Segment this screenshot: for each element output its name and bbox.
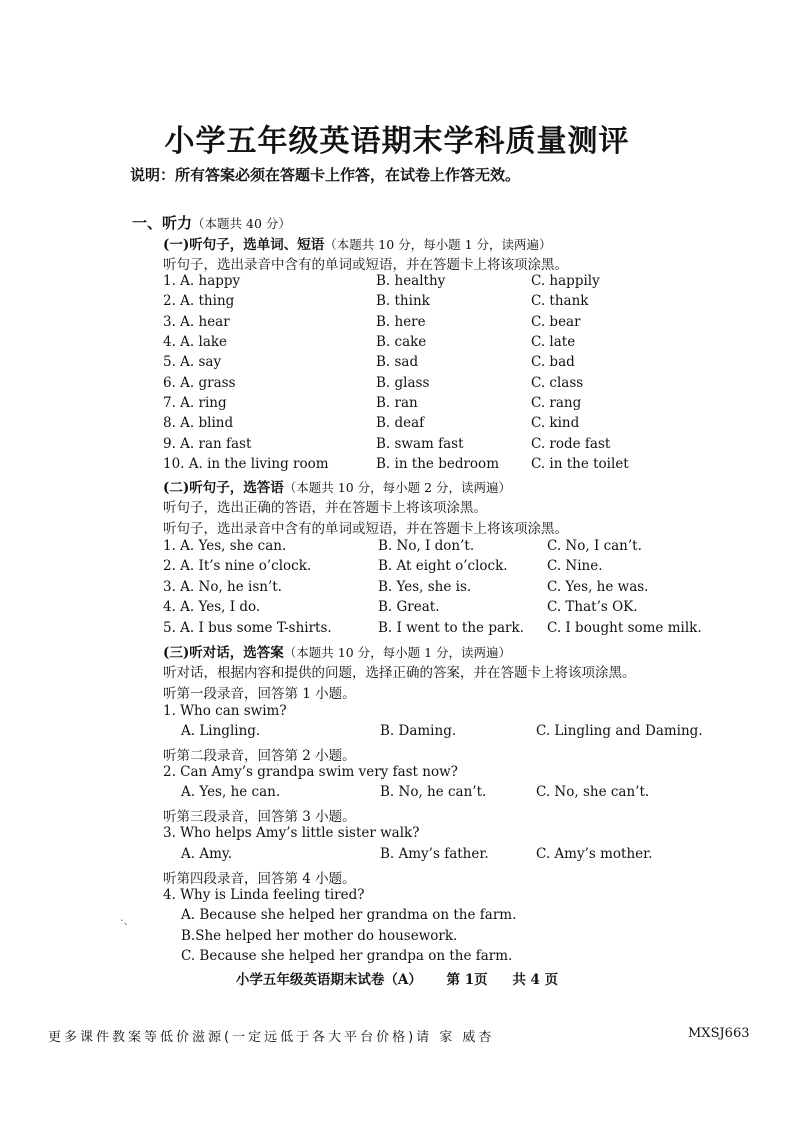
partB-item [0, 599, 794, 619]
option-b: B. Amy’s father. [380, 846, 489, 862]
option-b: B. No, he can’t. [380, 784, 487, 800]
option-c: C. That’s OK. [547, 599, 638, 615]
partA-title: (一)听句子，选单词、短语 [163, 237, 325, 253]
question-options [0, 723, 794, 743]
partA-item [0, 436, 794, 456]
page-title: 小学五年级英语期末学科质量测评 [164, 124, 630, 159]
partA-item [0, 375, 794, 395]
partA-heading [163, 233, 552, 253]
footer-total-pages: 共 4 页 [512, 972, 559, 988]
partB-instruction: 听句子，选出正确的答语，并在答题卡上将该项涂黑。 [163, 500, 487, 516]
option-b: B. Daming. [380, 723, 457, 739]
group-intro: 听第一段录音，回答第 1 小题。 [163, 686, 356, 702]
footer-paper-name: 小学五年级英语期末试卷（A） [235, 972, 422, 988]
exam-notice: 说明：所有答案必须在答题卡上作答，在试卷上作答无效。 [130, 166, 521, 184]
question: 3. Who helps Amy’s little sister walk? [163, 825, 420, 841]
option-b: B. sad [376, 354, 419, 370]
option-a: 3. A. hear [163, 314, 230, 330]
question-options [0, 784, 794, 804]
option-c: C. Yes, he was. [547, 579, 649, 595]
option-b: B. deaf [376, 415, 425, 431]
option-a: 5. A. I bus some T-shirts. [163, 620, 332, 636]
question: 2. Can Amy’s grandpa swim very fast now? [163, 764, 458, 780]
option-a: A. Because she helped her grandma on the farm. [181, 907, 517, 923]
partA-item [0, 314, 794, 334]
option-a: 10. A. in the living room [163, 456, 329, 472]
option-c: C. thank [531, 293, 589, 309]
option-b: B. think [376, 293, 430, 309]
option-b: B. healthy [376, 273, 446, 289]
option-a: A. Lingling. [181, 723, 261, 739]
option-c: C. Because she helped her grandpa on the farm. [181, 948, 513, 964]
group-intro: 听第三段录音，回答第 3 小题。 [163, 809, 356, 825]
option-a: 7. A. ring [163, 395, 227, 411]
partA-item [0, 395, 794, 415]
partB-instruction: 听句子，选出录音中含有的单词或短语，并在答题卡上将该项涂黑。 [163, 521, 568, 537]
option-b: B. Yes, she is. [378, 579, 472, 595]
footer-page-number: 第 1页 [446, 972, 488, 988]
option-c: C. kind [531, 415, 580, 431]
option-c: C. Lingling and Daming. [536, 723, 703, 739]
option-a: 3. A. No, he isn’t. [163, 579, 282, 595]
partA-item [0, 334, 794, 354]
partA-item [0, 273, 794, 293]
option-a: 4. A. lake [163, 334, 228, 350]
option-b: B.She helped her mother do housework. [181, 928, 458, 944]
option-c: C. late [531, 334, 576, 350]
option-a: 9. A. ran fast [163, 436, 252, 452]
partA-item [0, 354, 794, 374]
partB-title: (二)听句子，选答语 [163, 480, 284, 496]
option-c: C. in the toilet [531, 456, 629, 472]
option-a: 1. A. Yes, she can. [163, 538, 287, 554]
partB-item [0, 579, 794, 599]
partC-instruction: 听对话，根据内容和提供的问题，选择正确的答案，并在答题卡上将该项涂黑。 [163, 665, 636, 681]
section1-note: （本题共 40 分） [192, 216, 291, 231]
partA-note: （本题共 10 分，每小题 1 分，读两遍） [324, 237, 552, 252]
page-footer [0, 968, 794, 988]
option-c: C. Nine. [547, 558, 603, 574]
partA-item [0, 415, 794, 435]
option-b: B. ran [376, 395, 418, 411]
group-intro: 听第四段录音，回答第 4 小题。 [163, 871, 356, 887]
option-b: B. glass [376, 375, 430, 391]
option-c: C. Amy’s mother. [536, 846, 653, 862]
section1-title: 一、听力 [132, 214, 193, 232]
partA-item [0, 293, 794, 313]
partA-item [0, 456, 794, 476]
option-c: C. rode fast [531, 436, 611, 452]
group-intro: 听第二段录音，回答第 2 小题。 [163, 748, 356, 764]
section1-heading [132, 212, 291, 233]
option-c: C. No, I can’t. [547, 538, 642, 554]
option-b: B. Great. [378, 599, 440, 615]
option-b: B. At eight o’clock. [378, 558, 508, 574]
partA-instruction: 听句子，选出录音中含有的单词或短语，并在答题卡上将该项涂黑。 [163, 257, 568, 273]
option-c: C. No, she can’t. [536, 784, 650, 800]
partC-note: （本题共 10 分，每小题 1 分，读两遍） [283, 645, 512, 660]
partC-heading [163, 641, 511, 661]
question: 1. Who can swim? [163, 703, 287, 719]
question: 4. Why is Linda feeling tired? [163, 887, 365, 903]
option-b: B. No, I don’t. [378, 538, 475, 554]
option-a: 5. A. say [163, 354, 222, 370]
promo-text: 更多课件教案等低价滋源(一定远低于各大平台价格)请 家 威杏 [48, 1030, 495, 1045]
partB-item [0, 538, 794, 558]
question-options [0, 846, 794, 866]
option-b: B. cake [376, 334, 427, 350]
option-c: C. bad [531, 354, 575, 370]
option-b: B. in the bedroom [376, 456, 499, 472]
option-c: C. rang [531, 395, 582, 411]
option-a: A. Amy. [181, 846, 233, 862]
option-b: B. here [376, 314, 426, 330]
option-a: 1. A. happy [163, 273, 241, 289]
option-a: 2. A. thing [163, 293, 235, 309]
partB-item [0, 620, 794, 640]
document-code: MXSJ663 [688, 1026, 750, 1041]
option-b: B. I went to the park. [378, 620, 524, 636]
option-a: 6. A. grass [163, 375, 236, 391]
option-c: C. class [531, 375, 584, 391]
option-a: 2. A. It’s nine o’clock. [163, 558, 312, 574]
option-a: 8. A. blind [163, 415, 234, 431]
partB-item [0, 558, 794, 578]
partB-note: （本题共 10 分，每小题 2 分，读两遍） [283, 480, 512, 495]
option-c: C. happily [531, 273, 600, 289]
option-c: C. I bought some milk. [547, 620, 702, 636]
partB-heading [163, 476, 511, 496]
option-a: 4. A. Yes, I do. [163, 599, 261, 615]
partC-title: (三)听对话，选答案 [163, 645, 284, 661]
option-a: A. Yes, he can. [181, 784, 281, 800]
option-b: B. swam fast [376, 436, 464, 452]
scan-speck: ·、 [120, 914, 135, 927]
option-c: C. bear [531, 314, 581, 330]
